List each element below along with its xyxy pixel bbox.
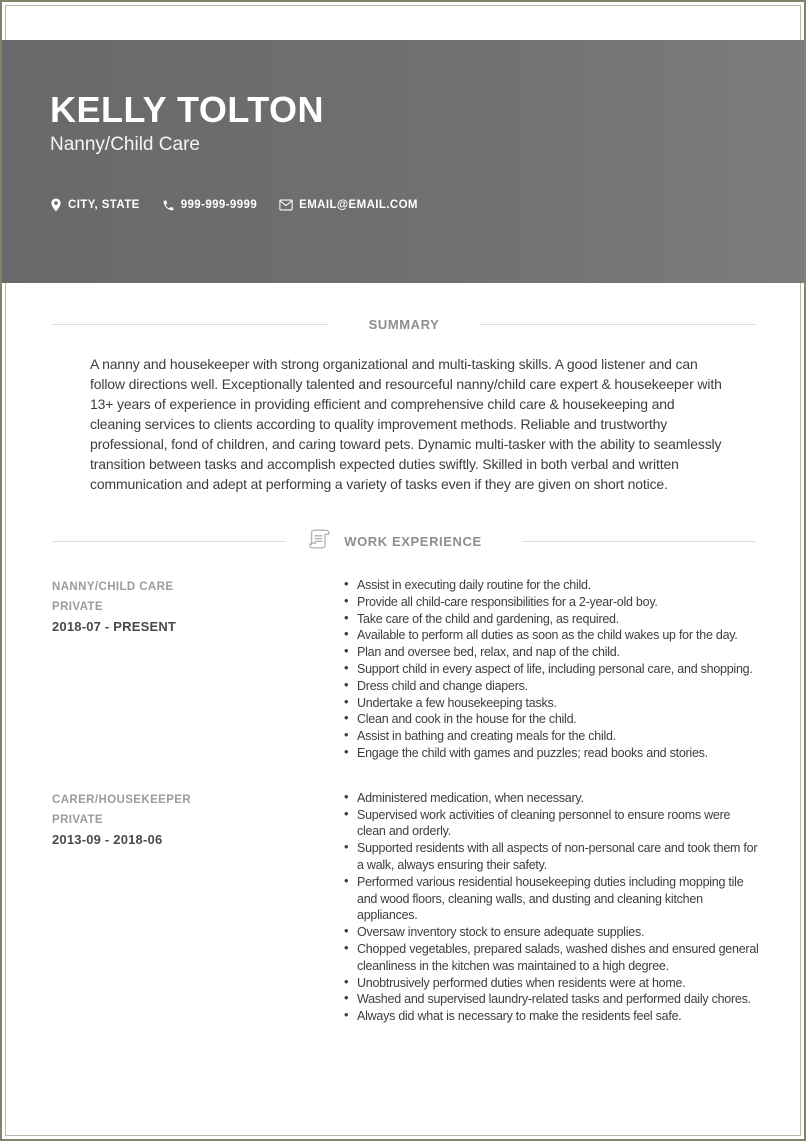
scroll-icon: [306, 526, 332, 557]
bullet-item: • Plan and oversee bed, relax, and nap of the child.: [344, 644, 762, 661]
heading-rule-right: [522, 541, 756, 542]
job-employer: PRIVATE: [52, 813, 103, 826]
bullet-item: • Administered medication, when necessary.: [344, 790, 762, 807]
experience-section-heading: [52, 526, 756, 557]
bullet-item: • Take care of the child and gardening, as required.: [344, 611, 762, 628]
job-entry-nanny: [52, 577, 756, 762]
bullet-item: • Available to perform all duties as soon as the child wakes up for the day.: [344, 627, 762, 644]
contact-email-label: EMAIL@EMAIL.COM: [299, 199, 418, 211]
bullet-item: • Engage the child with games and puzzles; read books and stories.: [344, 745, 762, 762]
person-job-title: Nanny/Child Care: [50, 134, 200, 155]
bullet-item: • Dress child and change diapers.: [344, 678, 762, 695]
job-bullet-list: [344, 790, 762, 1025]
bullet-item: • Clean and cook in the house for the child.: [344, 711, 762, 728]
person-name: KELLY TOLTON: [50, 89, 325, 130]
job-meta: [52, 577, 344, 762]
summary-text: A nanny and housekeeper with strong organizational and multi-tasking skills. A good listener and can follow directions well. Exceptionally talented and resourceful nanny/child care expert & housekeeper with 13+ years of experience in providing efficient and comprehensive child care & housekeeping and cleaning services to clients according to quality improvement methods. Reliable and trustworthy professional, fond of children, and caring toward pets. Dynamic multi-tasker with the ability to seamlessly transition between tasks and accomplish expected duties swiftly. Skilled in both verbal and written communication and adept at performing a variety of tasks even if they are given on short notice.: [90, 356, 722, 492]
bullet-item: • Performed various residential housekeeping duties including mopping tile and wood floors, cleaning walls, and dusting and cleaning kitchen appliances.: [344, 874, 762, 924]
bullet-item: • Oversaw inventory stock to ensure adequate supplies.: [344, 924, 762, 941]
bullet-item: • Always did what is necessary to make the residents feel safe.: [344, 1008, 762, 1025]
bullet-item: • Supervised work activities of cleaning personnel to ensure rooms were clean and orderly.: [344, 807, 762, 841]
job-bullet-list: [344, 577, 762, 762]
job-meta: [52, 790, 344, 1025]
bullet-item: • Assist in bathing and creating meals for the child.: [344, 728, 762, 745]
heading-rule-right: [479, 324, 756, 325]
header-band: [2, 40, 804, 283]
job-dates: 2018-07 - PRESENT: [52, 619, 177, 634]
bullet-item: • Provide all child-care responsibilities for a 2-year-old boy.: [344, 594, 762, 611]
phone-icon: [162, 199, 175, 212]
job-title: CARER/HOUSEKEEPER: [52, 793, 192, 806]
experience-heading-label: WORK EXPERIENCE: [344, 534, 482, 549]
bullet-item: • Supported residents with all aspects of non-personal care and took them for a walk, always ensuring their safety.: [344, 840, 762, 874]
heading-rule-left: [52, 541, 286, 542]
job-entry-carer: [52, 790, 759, 1025]
job-dates: 2013-09 - 2018-06: [52, 831, 163, 847]
contact-row: [50, 198, 418, 212]
bullet-item: • Assist in executing daily routine for the child.: [344, 577, 762, 594]
job-employer: PRIVATE: [52, 601, 103, 613]
job-title: NANNY/CHILD CARE: [52, 581, 174, 593]
contact-phone-label: 999-999-9999: [180, 199, 258, 211]
bullet-item: • Undertake a few housekeeping tasks.: [344, 695, 762, 712]
envelope-icon: [279, 199, 293, 211]
contact-phone: [162, 199, 257, 212]
bullet-item: • Washed and supervised laundry-related tasks and performed daily chores.: [344, 991, 762, 1008]
location-pin-icon: [50, 198, 62, 212]
heading-rule-left: [52, 324, 329, 325]
summary-heading-label: SUMMARY: [368, 317, 440, 332]
summary-section-heading: [52, 317, 756, 332]
bullet-item: • Support child in every aspect of life, including personal care, and shopping.: [344, 661, 762, 678]
contact-email: [279, 199, 418, 211]
contact-location: [50, 198, 140, 212]
resume-body: [2, 317, 804, 1025]
bullet-item: • Unobtrusively performed duties when residents were at home.: [344, 975, 762, 992]
contact-location-label: CITY, STATE: [68, 199, 140, 211]
bullet-item: • Chopped vegetables, prepared salads, washed dishes and ensured general cleanliness in the kitchen was maintained to a high degree.: [344, 941, 762, 975]
